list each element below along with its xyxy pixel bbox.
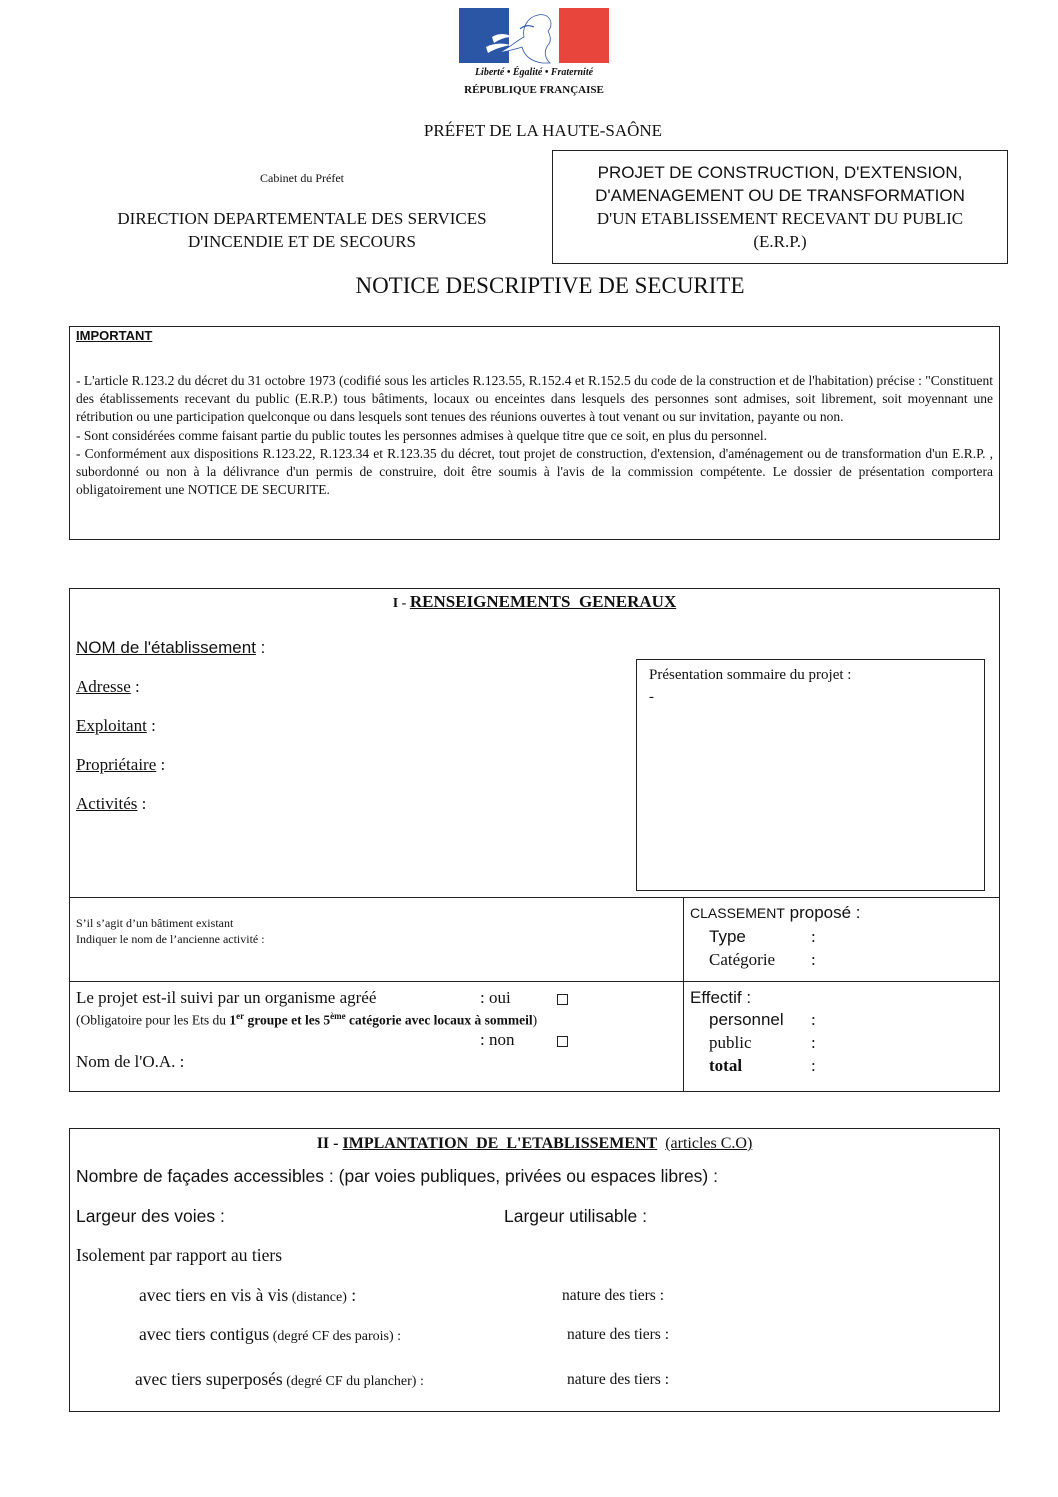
section1-prefix: I - bbox=[392, 596, 410, 611]
activites-field[interactable] bbox=[76, 794, 146, 814]
classement-block bbox=[690, 903, 990, 969]
contigus-note: (degré CF des parois) : bbox=[269, 1329, 402, 1344]
divider-h2 bbox=[70, 981, 999, 982]
oui-label: : oui bbox=[480, 988, 511, 1007]
important-heading: IMPORTANT bbox=[76, 328, 153, 343]
nom-oa-label: Nom de l'O.A. : bbox=[76, 1052, 185, 1071]
direction-line2: D'INCENDIE ET DE SECOURS bbox=[188, 232, 416, 251]
direction-label bbox=[70, 207, 534, 253]
important-paragraph-3: - Conformément aux dispositions R.123.22, R.123.34 et R.123.35 du décret, tout projet de construction, d'extension, d'aménagement ou de transformation d'un E.R.P. , subordonné ou non à la délivrance d'un permis de construire, doit être soumis à l'avis de la commission compétente. Le dossier de présentation comportera obligatoirement une NOTICE DE SECURITE. bbox=[76, 445, 993, 498]
categorie-label: Catégorie bbox=[709, 950, 776, 969]
superposes-field[interactable] bbox=[135, 1369, 424, 1390]
section-implantation bbox=[69, 1128, 1000, 1412]
direction-line1: DIRECTION DEPARTEMENTALE DES SERVICES bbox=[117, 209, 487, 228]
marianne-emblem-icon bbox=[458, 7, 610, 65]
classement-heading bbox=[690, 903, 990, 923]
section-general-info bbox=[69, 588, 1000, 1092]
document-title: NOTICE DESCRIPTIVE DE SECURITE bbox=[355, 273, 745, 298]
logo-republic: RÉPUBLIQUE FRANÇAISE bbox=[464, 84, 604, 96]
vis-a-vis-note: (distance) bbox=[288, 1290, 347, 1305]
nature-tiers-1[interactable]: nature des tiers : bbox=[562, 1287, 665, 1304]
note-part-a: (Obligatoire pour les Ets du bbox=[76, 1012, 230, 1028]
marianne-logo bbox=[458, 7, 610, 102]
non-label: : non bbox=[480, 1030, 515, 1049]
colon: : bbox=[255, 638, 266, 657]
suivi-question: Le projet est-il suivi par un organisme agréé bbox=[76, 988, 377, 1007]
vis-a-vis-field[interactable] bbox=[139, 1285, 356, 1306]
classement-propose: proposé : bbox=[784, 903, 861, 922]
nature-tiers-3[interactable]: nature des tiers : bbox=[567, 1371, 670, 1388]
vis-a-vis-label: avec tiers en vis à vis bbox=[139, 1285, 289, 1305]
project-line4: (E.R.P.) bbox=[753, 232, 807, 251]
important-paragraph-2: - Sont considérées comme faisant partie du public toutes les personnes admises à quelque titre que ce soit, en plus du personnel. bbox=[76, 427, 767, 443]
existing-line1: S’il s’agit d’un bâtiment existant bbox=[76, 916, 234, 930]
prefecture-title: PRÉFET DE LA HAUTE-SAÔNE bbox=[423, 121, 663, 140]
vis-a-vis-colon: : bbox=[346, 1285, 357, 1305]
presentation-box[interactable] bbox=[636, 659, 985, 891]
exploitant-label: Exploitant bbox=[76, 716, 147, 735]
activites-label: Activités bbox=[76, 794, 138, 813]
nom-etablissement-field[interactable] bbox=[76, 638, 265, 658]
type-label: Type bbox=[709, 927, 746, 946]
important-text bbox=[76, 372, 993, 499]
important-box bbox=[69, 326, 1000, 540]
existing-building-text bbox=[76, 915, 265, 947]
classement-label: CLASSEMENT bbox=[690, 905, 785, 921]
personnel-label: personnel bbox=[709, 1010, 784, 1029]
section2-articles: (articles C.O) bbox=[665, 1135, 753, 1152]
section2-prefix: II - bbox=[316, 1135, 343, 1152]
project-line1: PROJET DE CONSTRUCTION, D'EXTENSION, bbox=[597, 163, 963, 182]
cabinet-label: Cabinet du Préfet bbox=[260, 171, 344, 185]
existing-line2: Indiquer le nom de l’ancienne activité : bbox=[76, 932, 265, 946]
important-paragraph-1: - L'article R.123.2 du décret du 31 octobre 1973 (codifié sous les articles R.123.55, R.152.4 et R.152.5 du code de la construction et de l'habitation) précise : "Constituent des établissements recevant du public (E.R.P.) tous bâtiments, locaux ou enceintes dans lesquels des personnes sont admises, soit librement, soit moyennant une rétribution ou une participation quelconque ou dans lesquels sont tenues des réunions ouvertes à tout venant ou sur invitation, payante ou non. bbox=[76, 373, 993, 425]
largeur-utilisable-label: Largeur utilisable : bbox=[504, 1206, 647, 1226]
logo-motto: Liberté • Égalité • Fraternité bbox=[474, 67, 594, 78]
note-sup-2: ème bbox=[330, 1011, 346, 1021]
public-label: public bbox=[709, 1033, 752, 1052]
public-colon: : bbox=[811, 1033, 816, 1052]
colon: : bbox=[156, 755, 166, 774]
note-part-c: groupe et les 5 bbox=[244, 1012, 331, 1028]
project-type-box bbox=[552, 150, 1008, 264]
personnel-colon: : bbox=[811, 1010, 816, 1029]
oui-checkbox[interactable] bbox=[557, 992, 568, 1010]
effectif-block bbox=[690, 988, 990, 1075]
total-colon: : bbox=[811, 1056, 816, 1075]
section2-title: IMPLANTATION DE L'ETABLISSEMENT bbox=[342, 1135, 658, 1152]
note-part-d: catégorie avec locaux à sommeil bbox=[345, 1012, 533, 1028]
adresse-label: Adresse bbox=[76, 677, 131, 696]
non-checkbox[interactable] bbox=[557, 1034, 568, 1052]
superposes-label: avec tiers superposés bbox=[135, 1369, 283, 1389]
colon: : bbox=[146, 716, 156, 735]
obligatoire-note bbox=[76, 1011, 537, 1029]
note-sup-1: er bbox=[236, 1011, 245, 1021]
exploitant-field[interactable] bbox=[76, 716, 156, 736]
largeur-voies-label: Largeur des voies : bbox=[76, 1206, 225, 1226]
note-part-b: 1 bbox=[229, 1012, 237, 1028]
section2-heading bbox=[70, 1135, 999, 1153]
project-line3: D'UN ETABLISSEMENT RECEVANT DU PUBLIC bbox=[596, 209, 964, 228]
nom-etablissement-label: NOM de l'établissement bbox=[76, 638, 256, 657]
project-line2: D'AMENAGEMENT OU DE TRANSFORMATION bbox=[595, 186, 965, 205]
nature-tiers-2[interactable]: nature des tiers : bbox=[567, 1326, 670, 1343]
type-colon: : bbox=[811, 927, 816, 946]
adresse-field[interactable] bbox=[76, 677, 140, 697]
divider-h1 bbox=[70, 897, 999, 898]
isolement-label: Isolement par rapport au tiers bbox=[76, 1245, 283, 1265]
categorie-colon: : bbox=[811, 950, 816, 969]
section1-heading bbox=[70, 592, 999, 612]
facades-label: Nombre de façades accessibles : (par voies publiques, privées ou espaces libres) : bbox=[76, 1166, 718, 1186]
divider-v1 bbox=[683, 897, 684, 1091]
superposes-note: (degré CF du plancher) : bbox=[282, 1374, 424, 1389]
contigus-label: avec tiers contigus bbox=[139, 1324, 270, 1344]
note-part-e: ) bbox=[532, 1012, 538, 1028]
proprietaire-field[interactable] bbox=[76, 755, 165, 775]
section1-title: RENSEIGNEMENTS GENERAUX bbox=[409, 592, 677, 611]
presentation-label: Présentation sommaire du projet : bbox=[649, 667, 852, 683]
colon: : bbox=[130, 677, 140, 696]
contigus-field[interactable] bbox=[139, 1324, 401, 1345]
presentation-value: - bbox=[649, 689, 654, 705]
total-label: total bbox=[709, 1056, 743, 1075]
proprietaire-label: Propriétaire bbox=[76, 755, 157, 774]
colon: : bbox=[137, 794, 147, 813]
effectif-label: Effectif : bbox=[690, 988, 752, 1007]
